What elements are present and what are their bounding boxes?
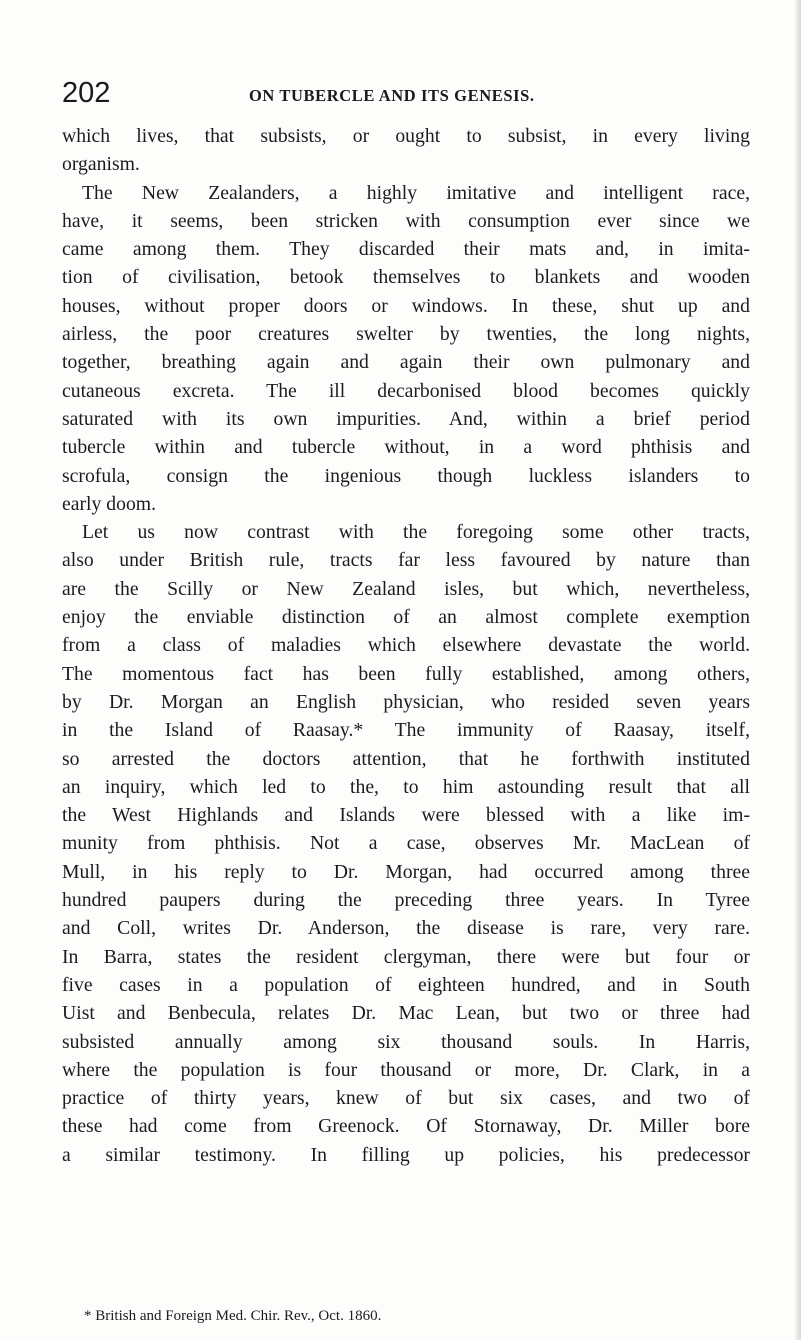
text-line: five cases in a population of eighteen hundred, and in South — [62, 973, 750, 996]
text-line: which lives, that subsists, or ought to subsist, in every living — [62, 125, 750, 147]
text-line: a similar testimony. In filling up policies, his predecessor — [62, 1143, 750, 1166]
text-line: tion of civilisation, betook themselves to blankets and wooden — [62, 266, 750, 289]
page-header — [62, 76, 752, 112]
text-line: have, it seems, been stricken with consumption ever since we — [62, 209, 750, 232]
text-line: The New Zealanders, a highly imitative and intelligent race, — [82, 181, 750, 204]
text-line: Let us now contrast with the foregoing some other tracts, — [82, 521, 750, 544]
text-line: in the Island of Raasay.* The immunity of Raasay, itself, — [62, 719, 750, 742]
text-line: these had come from Greenock. Of Stornaway, Dr. Miller bore — [62, 1115, 750, 1138]
text-line: an inquiry, which led to the, to him astounding result that all — [62, 775, 750, 798]
text-line: saturated with its own impurities. And, within a brief period — [62, 407, 750, 430]
text-line: also under British rule, tracts far less favoured by nature than — [62, 549, 750, 572]
text-line: subsisted annually among six thousand souls. In Harris, — [62, 1030, 750, 1053]
text-line: houses, without proper doors or windows. In these, shut up and — [62, 294, 750, 317]
text-line: and Coll, writes Dr. Anderson, the disease is rare, very rare. — [62, 917, 750, 940]
text-line: where the population is four thousand or more, Dr. Clark, in a — [62, 1058, 750, 1081]
text-line: by Dr. Morgan an English physician, who resided seven years — [62, 690, 750, 713]
page-number: 202 — [62, 77, 111, 109]
text-line: the West Highlands and Islands were blessed with a like im- — [62, 804, 750, 827]
body-text — [62, 122, 750, 1169]
text-line: munity from phthisis. Not a case, observes Mr. MacLean of — [62, 832, 750, 855]
text-line: together, breathing again and again their own pulmonary and — [62, 351, 750, 374]
footnote: * British and Foreign Med. Chir. Rev., Oct. 1860. — [84, 1308, 382, 1324]
running-head: ON TUBERCLE AND ITS GENESIS. — [249, 86, 535, 105]
text-line: organism. — [62, 153, 140, 176]
text-line: early doom. — [62, 492, 157, 515]
text-line: tubercle within and tubercle without, in a word phthisis and — [62, 436, 750, 459]
text-line: from a class of maladies which elsewhere devastate the world. — [62, 634, 750, 657]
text-line: In Barra, states the resident clergyman, there were but four or — [62, 945, 750, 968]
text-line: Uist and Benbecula, relates Dr. Mac Lean, but two or three had — [62, 1002, 750, 1025]
text-line: are the Scilly or New Zealand isles, but which, nevertheless, — [62, 577, 750, 600]
text-line: airless, the poor creatures swelter by twenties, the long nights, — [62, 323, 750, 346]
text-line: hundred paupers during the preceding three years. In Tyree — [62, 889, 750, 912]
text-line: practice of thirty years, knew of but six cases, and two of — [62, 1087, 750, 1110]
text-line: Mull, in his reply to Dr. Morgan, had occurred among three — [62, 860, 750, 883]
text-line: enjoy the enviable distinction of an almost complete exemption — [62, 606, 750, 629]
page-edge-shadow — [795, 0, 801, 1340]
text-line: scrofula, consign the ingenious though luckless islanders to — [62, 464, 750, 487]
text-line: cutaneous excreta. The ill decarbonised blood becomes quickly — [62, 379, 750, 402]
text-line: so arrested the doctors attention, that he forthwith instituted — [62, 747, 750, 770]
text-line: The momentous fact has been fully established, among others, — [62, 662, 750, 685]
text-line: came among them. They discarded their mats and, in imita- — [62, 238, 750, 261]
